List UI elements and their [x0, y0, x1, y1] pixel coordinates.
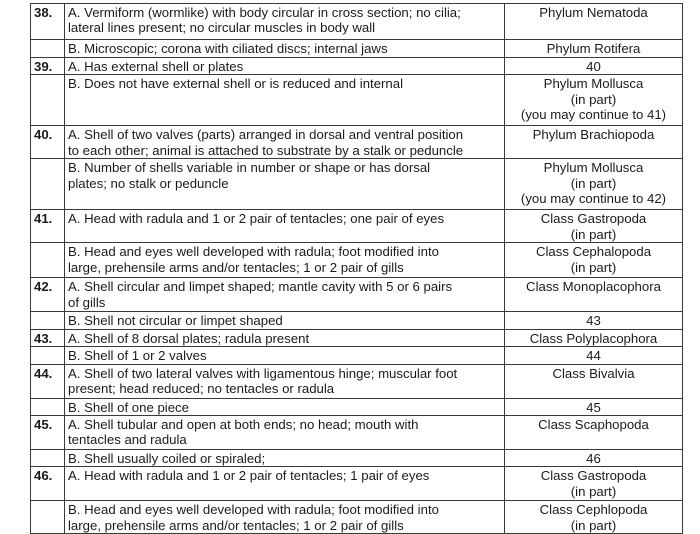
result-line: (in part) [570, 259, 617, 275]
result-line: 46 [586, 451, 601, 467]
couplet-description [65, 159, 505, 210]
couplet-result [505, 329, 683, 346]
couplet-description [65, 450, 505, 467]
key-row [31, 58, 683, 75]
description-line: lateral lines present; no circular muscles in body wall [68, 20, 376, 36]
description-line: large, prehensile arms and/or tentacles; 1 or 2 pair of gills [68, 259, 404, 275]
result-line: Class Polyplacophora [529, 330, 658, 346]
description-line: B. Shell of 1 or 2 valves [68, 348, 207, 364]
result-line: 43 [586, 313, 601, 329]
result-line: Class Monoplacophora [526, 279, 661, 295]
couplet-description [65, 467, 505, 501]
description-line: of gills [68, 294, 106, 310]
key-table-body [31, 4, 683, 534]
description-line: to each other; animal is attached to substrate by a stalk or peduncle [68, 142, 464, 158]
key-row [31, 126, 683, 159]
result-line: (you may continue to 42) [520, 191, 667, 207]
couplet-result [505, 501, 683, 534]
couplet-result [505, 312, 683, 329]
result-line: 40 [586, 59, 601, 74]
key-row [31, 210, 683, 243]
description-line: A. Shell circular and limpet shaped; mantle cavity with 5 or 6 pairs [68, 279, 453, 295]
description-line: B. Head and eyes well developed with radula; foot modified into [68, 502, 439, 518]
description-line: B. Shell usually coiled or spiraled; [68, 451, 266, 467]
result-line: Phylum Mollusca [543, 76, 644, 92]
description-line: B. Shell not circular or limpet shaped [68, 313, 283, 329]
couplet-number [31, 243, 65, 278]
couplet-number: 38. [31, 4, 65, 40]
description-line: A. Shell tubular and open at both ends; no head; mouth with [68, 417, 419, 433]
couplet-description [65, 501, 505, 534]
result-line: (in part) [570, 175, 617, 191]
couplet-result [505, 467, 683, 501]
result-line: Phylum Mollusca [543, 160, 644, 176]
couplet-description [65, 126, 505, 159]
couplet-description [65, 210, 505, 243]
couplet-description [65, 4, 505, 40]
couplet-number: 43. [31, 329, 65, 346]
result-line: (in part) [570, 226, 617, 242]
description-line: B. Number of shells variable in number or shape or has dorsal [68, 160, 431, 176]
description-line: A. Head with radula and 1 or 2 pair of tentacles; 1 pair of eyes [68, 468, 430, 484]
couplet-description [65, 75, 505, 126]
description-line: tentacles and radula [68, 432, 187, 448]
result-line: Class Cephalopoda [535, 244, 652, 260]
key-row [31, 75, 683, 126]
couplet-result [505, 450, 683, 467]
description-line: A. Head with radula and 1 or 2 pair of tentacles; one pair of eyes [68, 211, 445, 227]
couplet-number: 45. [31, 416, 65, 450]
dichotomous-key [30, 3, 682, 534]
description-line: B. Shell of one piece [68, 399, 189, 415]
description-line: B. Does not have external shell or is reduced and internal [68, 76, 404, 92]
description-line: A. Shell of two lateral valves with ligamentous hinge; muscular foot [68, 365, 458, 381]
description-line: B. Head and eyes well developed with radula; foot modified into [68, 244, 439, 260]
couplet-description [65, 278, 505, 312]
key-row [31, 4, 683, 40]
couplet-result [505, 126, 683, 159]
couplet-number [31, 312, 65, 329]
description-line: present; head reduced; no tentacles or radula [68, 381, 335, 397]
couplet-number [31, 501, 65, 534]
key-row [31, 398, 683, 415]
couplet-description [65, 40, 505, 58]
couplet-description [65, 416, 505, 450]
result-line: Class Gastropoda [540, 211, 647, 227]
couplet-number [31, 450, 65, 467]
couplet-number: 42. [31, 278, 65, 312]
key-row [31, 501, 683, 534]
description-line: A. Vermiform (wormlike) with body circular in cross section; no cilia; [68, 5, 461, 20]
result-line: (in part) [570, 517, 617, 533]
couplet-number [31, 40, 65, 58]
couplet-description [65, 398, 505, 415]
result-line: Class Bivalvia [552, 365, 635, 381]
key-row [31, 159, 683, 210]
couplet-description [65, 243, 505, 278]
description-line: plates; no stalk or peduncle [68, 175, 229, 191]
key-row [31, 364, 683, 398]
description-line: B. Microscopic; corona with ciliated discs; internal jaws [68, 41, 388, 56]
result-line: Class Scaphopoda [538, 417, 649, 433]
couplet-description [65, 58, 505, 75]
key-row [31, 416, 683, 450]
result-line: Class Gastropoda [540, 468, 647, 484]
key-row [31, 329, 683, 346]
key-row [31, 312, 683, 329]
couplet-result [505, 364, 683, 398]
couplet-description [65, 364, 505, 398]
couplet-result [505, 4, 683, 40]
key-row [31, 278, 683, 312]
result-line: (in part) [570, 483, 617, 499]
result-line: (in part) [570, 91, 617, 107]
key-table [30, 3, 683, 534]
couplet-description [65, 347, 505, 364]
result-line: 44 [586, 348, 601, 364]
key-row [31, 40, 683, 58]
result-line: Phylum Brachiopoda [532, 127, 655, 143]
couplet-result [505, 347, 683, 364]
result-line: Class Cephlopoda [539, 502, 648, 518]
couplet-number: 46. [31, 467, 65, 501]
result-line: (you may continue to 41) [520, 107, 667, 123]
description-line: A. Shell of two valves (parts) arranged in dorsal and ventral position [68, 127, 464, 143]
couplet-result [505, 398, 683, 415]
key-row [31, 450, 683, 467]
description-line: A. Shell of 8 dorsal plates; radula present [68, 330, 310, 346]
key-row [31, 467, 683, 501]
result-line: 45 [586, 399, 601, 415]
couplet-result [505, 243, 683, 278]
description-line: A. Has external shell or plates [68, 59, 244, 74]
result-line: Phylum Nematoda [539, 5, 648, 20]
couplet-result [505, 159, 683, 210]
couplet-number: 44. [31, 364, 65, 398]
couplet-result [505, 278, 683, 312]
couplet-result [505, 40, 683, 58]
key-row [31, 347, 683, 364]
couplet-description [65, 312, 505, 329]
couplet-result [505, 58, 683, 75]
couplet-result [505, 75, 683, 126]
couplet-number: 41. [31, 210, 65, 243]
couplet-number: 39. [31, 58, 65, 75]
couplet-number [31, 75, 65, 126]
key-row [31, 243, 683, 278]
description-line: large, prehensile arms and/or tentacles; 1 or 2 pair of gills [68, 517, 404, 533]
couplet-result [505, 416, 683, 450]
couplet-result [505, 210, 683, 243]
couplet-number [31, 347, 65, 364]
couplet-number [31, 398, 65, 415]
couplet-description [65, 329, 505, 346]
result-line: Phylum Rotifera [546, 41, 641, 56]
couplet-number [31, 159, 65, 210]
couplet-number: 40. [31, 126, 65, 159]
